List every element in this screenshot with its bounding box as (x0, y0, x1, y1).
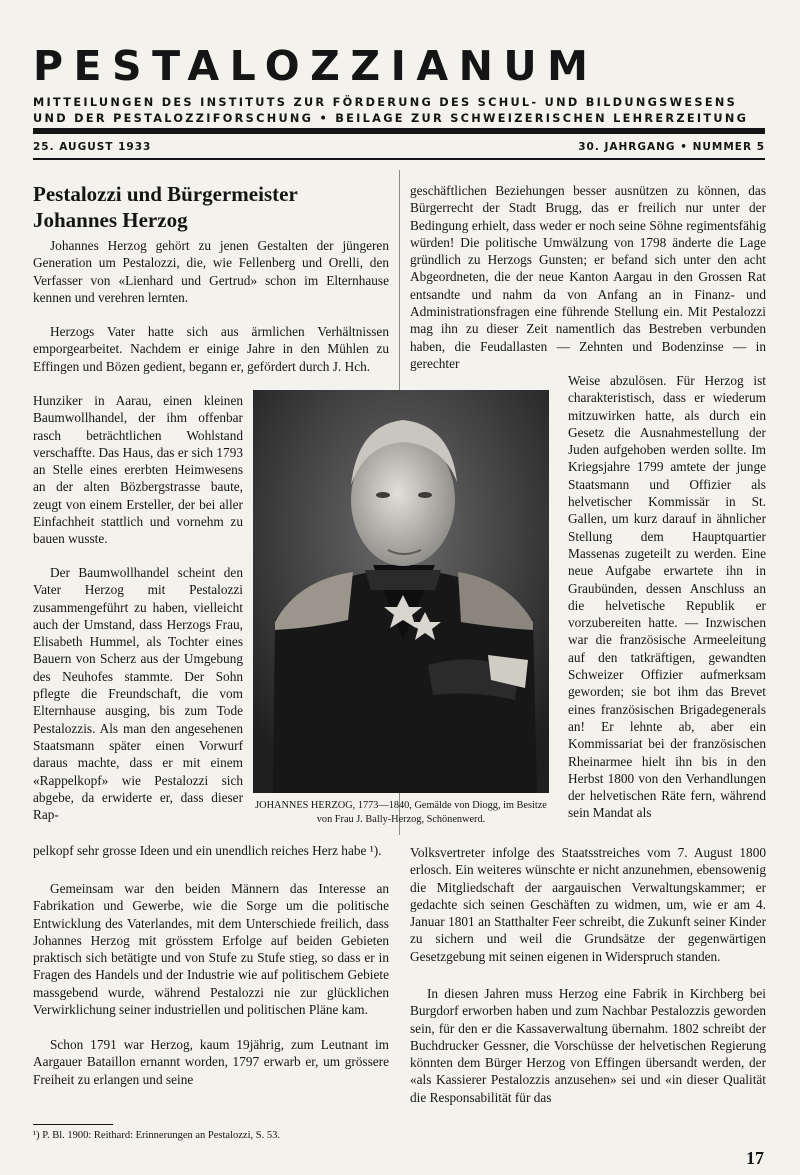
paragraph-3-narrow: Der Baumwollhandel scheint den Vater Herzog mit Pestalozzi zusammengeführt zu haben, vielleicht auch der Umstand, dass Herzogs Frau, Elisabeth Hummel, als Tochter eines Bauern von Scherz aus der Umgebung des Neuhofes stammte. Der Sohn pflegte die Freundschaft, die vom Elternhause ausging, bis zum Tode Pestalozzis. Als man den angesehenen Staatsmann später einen Vorwurf daraus machte, dass er mit einem «Rappelkopf» wie Pestalozzi sich abgebe, da erwiderte er, dass dieser Rap- (33, 565, 243, 823)
article-title: Pestalozzi und Bürgermeister Johannes Herzog (33, 182, 298, 232)
right-paragraph-1-top: geschäftlichen Beziehungen besser ausnützen zu können, das Bürgerrecht der Stadt Brugg, das er freilich nur unter der Bedingung erhielt, dass weder er noch seine Söhne regimentsfähig würden! Die politische Umwälzung von 1798 änderte die Lage gründlich zu Herzogs Gunsten; er befand sich unter den acht Abgeordneten, die der neue Kanton Aargau in den Grossen Rat entsandte und nahm da von Anfang an in Finanz- und Administrationsfragen eine führende Stellung ein. Mit Pestalozzi mag ihn zu dieser Zeit namentlich das Bestreben verbunden haben, die Feudallasten — Zehnten und Bodenzinse — in gerechter (410, 183, 766, 371)
masthead-subtitle-line1: MITTEILUNGEN DES INSTITUTS ZUR FÖRDERUNG DES SCHUL- UND BILDUNGSWESENS (33, 96, 738, 109)
paragraph-3-bottom: pelkopf sehr grosse Ideen und ein unendlich reiches Herz habe ¹). (33, 843, 382, 858)
paragraph-4: Gemeinsam war den beiden Männern das Interesse an Fabrikation und Gewerbe, wie die Sorge um die politische Entwicklung des Vaterlandes, mit dem Unterschiede freilich, dass Johannes Herzog mit grösstem Erfolge auf beiden Gebieten praktisch sich betätigte und von Stufe zu Stufe stieg, so dass er in Fragen des Handels und der Industrie wie auf politischem Gebiete massgebend wurde, während Pestalozzi nie zur glücklichen Verwirklichung seiner industriellen und politischen Pläne kam. (33, 881, 389, 1018)
paragraph-2-narrow: Hunziker in Aarau, einen kleinen Baumwollhandel, der ihm offenbar rasch beträchtlichen Wohlstand verschaffte. Das Haus, das er sich 1793 an Stelle eines ererbten Heimwesens an der alten Bözbergstrasse baute, zeugt von einem Ersteller, der bei aller Einfachheit stattlich und vornehm zu bauen wusste. (33, 393, 243, 547)
page-number: 17 (746, 1148, 764, 1168)
portrait-caption: JOHANNES HERZOG, 1773—1840, Gemälde von Diogg, im Besitze von Frau J. Bally-Herzog, Schönenwerd. (255, 800, 547, 825)
paragraph-2-top: Herzogs Vater hatte sich aus ärmlichen Verhältnissen emporgearbeitet. Nachdem er einige Jahre in den Mühlen zu Effingen und Bözen gedient, begann er, gefördert durch J. Hch. (33, 324, 389, 374)
portrait-illustration (253, 390, 549, 793)
header-rule-thin (33, 158, 765, 160)
portrait-painting (253, 390, 549, 793)
footnote: ¹) P. Bl. 1900: Reithard: Erinnerungen an Pestalozzi, S. 53. (33, 1130, 280, 1141)
right-paragraph-1-narrow: Weise abzulösen. Für Herzog ist charakteristisch, dass er wiederum mitzuwirken hatte, als durch ein Gesetz die Ausnahmestellung der Juden aufgehoben werden sollte. Im Kriegsjahre 1799 amtete der junge Staatsmann und Offizier als helvetischer Kommissär in St. Gallen, um kurz darauf in ähnlicher Stellung dem Hauptquartier Massenas zugeteilt zu werden. Eine neue Aufgabe erwartete ihn in Graubünden, dessen Anschluss an die helvetische Republik er vorzubereiten hatte. — Inzwischen war die französische Armeeleitung auf den tatkräftigen, gewandten Schweizer Offizier aufmerksam geworden; sie bot ihm das Brevet eines französischen Brigadegenerals an! Er lehnte ab, aber ein Kommissariat bei der französischen Rheinarmee hielt ihn bis in den Herbst 1800 von den Verhandlungen der helvetischen Räte fern, während sein Mandat als (568, 373, 766, 821)
footnote-rule (33, 1124, 113, 1125)
issue-number: 30. JAHRGANG • NUMMER 5 (578, 141, 765, 153)
right-paragraph-2: In diesen Jahren muss Herzog eine Fabrik in Kirchberg bei Burgdorf erworben haben und zum Nachbar Pestalozzis geworden sein, für den er die Kassaverwaltung übernahm. 1802 schreibt der Buchdrucker Gessner, die Vorschüsse der helvetischen Regierung könnten dem Bürger Herzog von Effingen übersandt werden, der «als Kassierer Pestalozzis anzusehen» sei und «in dieser Qualität die Responsabilität für das (410, 986, 766, 1105)
paragraph-5: Schon 1791 war Herzog, kaum 19jährig, zum Leutnant im Aargauer Bataillon ernannt worden, 1797 erwarb er, um grössere Freiheit zu erlangen und seine (33, 1037, 389, 1087)
right-paragraph-1-bottom: Volksvertreter infolge des Staatsstreiches vom 7. August 1800 erlosch. Ein weiteres wünschte er nicht anzunehmen, ebensowenig die Mitgliedschaft der aargauischen Verwaltungskammer; er gedachte sich seinen Geschäften zu widmen, um, wie er am 4. Januar 1801 an Statthalter Feer schreibt, die Zukunft seiner Kinder zu sichern und weil die Grundsätze der gegenwärtigen Gesetzgebung mit seinen eigenen in Widerspruch standen. (410, 845, 766, 964)
masthead-title: PESTALOZZIANUM (33, 42, 599, 90)
paragraph-1: Johannes Herzog gehört zu jenen Gestalten der jüngeren Generation um Pestalozzi, die, wie Fellenberg und Orelli, den Verfasser von «Lienhard und Gertrud» schon im Elternhause kennen und verehren lernten. (33, 238, 389, 305)
issue-date: 25. AUGUST 1933 (33, 141, 152, 153)
masthead-subtitle-line2: UND DER PESTALOZZIFORSCHUNG • BEILAGE ZUR SCHWEIZERISCHEN LEHRERZEITUNG (33, 112, 749, 125)
header-rule-thick (33, 128, 765, 134)
